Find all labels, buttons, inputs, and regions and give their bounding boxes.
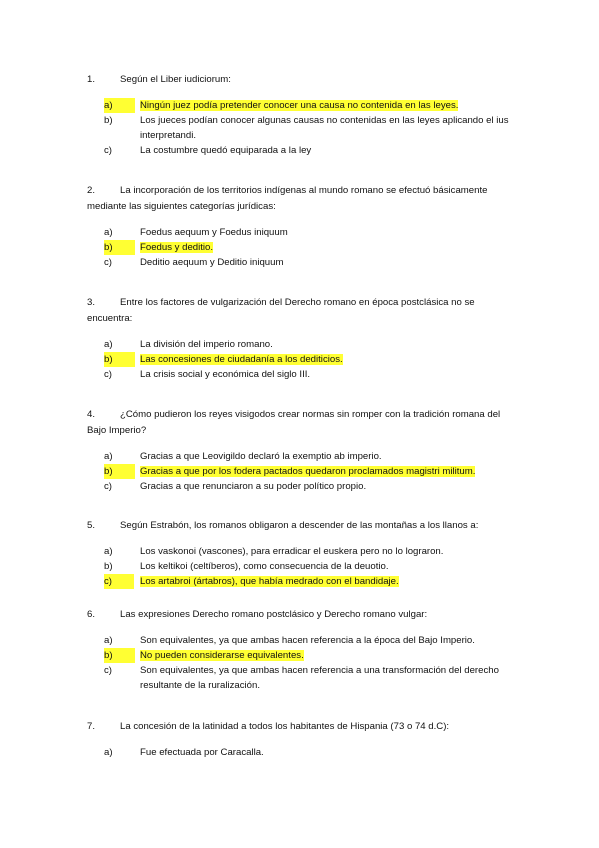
question-2-stem <box>87 183 517 215</box>
option-letter: b) <box>104 115 113 126</box>
option-text: La crisis social y económica del siglo III. <box>140 369 311 380</box>
option-2b <box>87 240 517 255</box>
option-text: Los keltikoi (celtíberos), como consecuencia de la deuotio. <box>140 561 389 572</box>
option-text-highlighted: Ningún juez podía pretender conocer una causa no contenida en las leyes. <box>140 100 459 111</box>
option-text: Son equivalentes, ya que ambas hacen referencia a la época del Bajo Imperio. <box>140 635 475 646</box>
question-3-options <box>87 337 517 382</box>
option-letter: b) <box>104 464 135 479</box>
option-text: Gracias a que renunciaron a su poder político propio. <box>140 481 367 492</box>
question-6-stem <box>87 607 517 623</box>
option-letter: b) <box>104 240 135 255</box>
option-text-highlighted: No pueden considerarse equivalentes. <box>140 650 304 661</box>
option-letter: c) <box>104 369 112 380</box>
option-letter: c) <box>104 574 134 589</box>
question-number: 3. <box>87 297 96 308</box>
option-text: La costumbre quedó equiparada a la ley <box>140 145 312 156</box>
option-letter: a) <box>104 451 113 462</box>
question-text: Las expresiones Derecho romano postclásico y Derecho romano vulgar: <box>120 609 428 620</box>
question-6-options <box>87 633 517 693</box>
question-text: La concesión de la latinidad a todos los habitantes de Hispania (73 o 74 d.C): <box>120 721 450 732</box>
question-5-stem <box>87 518 517 534</box>
option-text: Foedus aequum y Foedus iniquum <box>140 227 288 238</box>
option-letter: a) <box>104 227 113 238</box>
option-letter: b) <box>104 648 135 663</box>
option-1a <box>87 98 517 113</box>
option-text: Gracias a que Leovigildo declaró la exemptio ab imperio. <box>140 451 382 462</box>
question-1-options <box>87 98 517 158</box>
question-text: La incorporación de los territorios indígenas al mundo romano se efectuó básicamente mediante las siguientes categorías jurídicas: <box>87 185 488 212</box>
question-number: 1. <box>87 74 96 85</box>
option-text: Son equivalentes, ya que ambas hacen referencia a una transformación del derecho resultante de la ruralización. <box>140 665 499 691</box>
option-5c <box>87 574 517 589</box>
question-2-options <box>87 225 517 270</box>
option-4c <box>87 479 517 494</box>
option-5b <box>87 559 517 574</box>
option-letter: c) <box>104 257 112 268</box>
option-6b <box>87 648 517 663</box>
option-1b <box>87 113 517 143</box>
option-2c <box>87 255 517 270</box>
question-3 <box>87 295 517 382</box>
option-7a <box>87 745 517 760</box>
question-text: Según el Liber iudiciorum: <box>120 74 231 85</box>
option-text-highlighted: Gracias a que por los fodera pactados quedaron proclamados magistri militum. <box>140 466 476 477</box>
option-3b <box>87 352 517 367</box>
question-number: 6. <box>87 609 96 620</box>
option-letter: a) <box>104 747 113 758</box>
option-4b <box>87 464 517 479</box>
question-1 <box>87 72 517 158</box>
option-2a <box>87 225 517 240</box>
option-letter: b) <box>104 561 113 572</box>
question-text: Entre los factores de vulgarización del Derecho romano en época postclásica no se encuentra: <box>87 297 475 324</box>
option-text: Deditio aequum y Deditio iniquum <box>140 257 284 268</box>
option-text: La división del imperio romano. <box>140 339 273 350</box>
question-7-stem <box>87 719 517 735</box>
question-number: 5. <box>87 520 96 531</box>
option-6c <box>87 663 517 693</box>
option-text-highlighted: Los artabroi (ártabros), que había medrado con el bandidaje. <box>140 576 399 587</box>
option-3a <box>87 337 517 352</box>
option-text: Los jueces podían conocer algunas causas no contenidas en las leyes aplicando el ius interpretandi. <box>140 115 509 141</box>
option-letter: c) <box>104 145 112 156</box>
question-number: 7. <box>87 721 96 732</box>
question-number: 4. <box>87 409 96 420</box>
question-3-stem <box>87 295 517 327</box>
question-4-options <box>87 449 517 494</box>
option-text-highlighted: Las concesiones de ciudadanía a los dediticios. <box>140 354 343 365</box>
option-1c <box>87 143 517 158</box>
option-letter: a) <box>104 98 135 113</box>
question-5 <box>87 518 517 589</box>
question-2 <box>87 183 517 270</box>
question-7-options <box>87 745 517 760</box>
option-3c <box>87 367 517 382</box>
question-7 <box>87 719 517 760</box>
option-letter: a) <box>104 546 113 557</box>
question-5-options <box>87 544 517 589</box>
question-number: 2. <box>87 185 96 196</box>
option-4a <box>87 449 517 464</box>
question-text: Según Estrabón, los romanos obligaron a descender de las montañas a los llanos a: <box>120 520 479 531</box>
option-6a <box>87 633 517 648</box>
option-letter: a) <box>104 339 113 350</box>
option-text-highlighted: Foedus y deditio. <box>140 242 214 253</box>
option-letter: c) <box>104 481 112 492</box>
option-text: Fue efectuada por Caracalla. <box>140 747 264 758</box>
question-1-stem <box>87 72 517 88</box>
question-4-stem <box>87 407 517 439</box>
option-letter: c) <box>104 665 112 676</box>
option-text: Los vaskonoi (vascones), para erradicar el euskera pero no lo lograron. <box>140 546 444 557</box>
question-4 <box>87 407 517 494</box>
option-letter: b) <box>104 352 135 367</box>
question-6 <box>87 607 517 693</box>
question-text: ¿Cómo pudieron los reyes visigodos crear normas sin romper con la tradición romana del Bajo Imperio? <box>87 409 501 436</box>
option-5a <box>87 544 517 559</box>
option-letter: a) <box>104 635 113 646</box>
